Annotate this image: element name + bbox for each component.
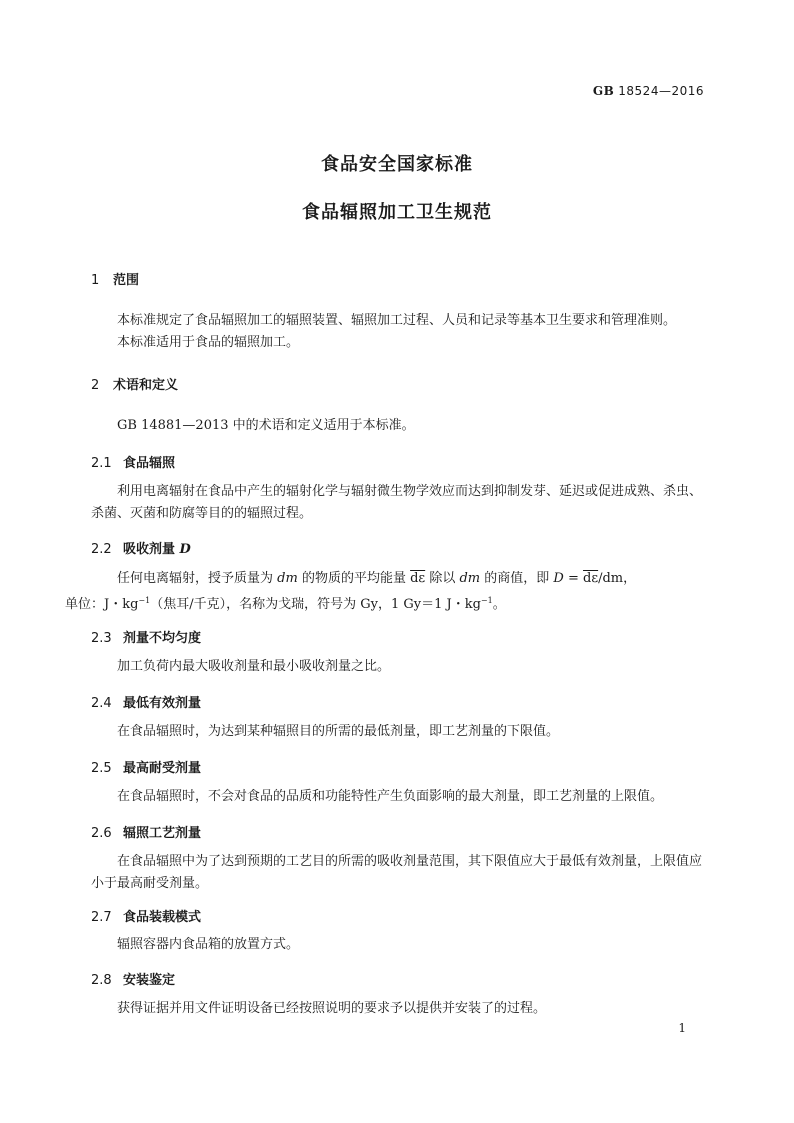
subsection-number: 2.7 <box>91 910 112 925</box>
subsection-title: 最低有效剂量 <box>123 696 202 711</box>
mass-symbol: dm <box>277 571 298 586</box>
subsection-heading-2-8 <box>91 969 175 988</box>
formula-lhs: D <box>553 571 564 586</box>
standard-number: 18524—2016 <box>618 84 704 98</box>
section-heading-1 <box>91 269 139 288</box>
def-text: 。 <box>492 597 506 612</box>
document-title-line1: 食品安全国家标准 <box>321 154 473 175</box>
subsection-title: 剂量不均匀度 <box>123 631 202 646</box>
subsection-number: 2.6 <box>91 826 112 841</box>
def-text: 单位：J・kg <box>65 597 139 612</box>
def-text: （焦耳/千克），名称为戈瑞，符号为 Gy，1 Gy＝1 J・kg <box>150 597 481 612</box>
subsection-heading-2-1 <box>91 452 175 471</box>
subsection-number: 2.1 <box>91 456 112 471</box>
definition-2-1: 利用电离辐射在食品中产生的辐射化学与辐射微生物学效应而达到抑制发芽、延迟或促进成熟、杀虫、杀菌、灭菌和防腐等目的的辐照过程。 <box>91 484 703 521</box>
section-title: 范围 <box>113 273 140 288</box>
standard-code <box>593 84 704 98</box>
subsection-heading-2-3 <box>91 627 201 646</box>
subsection-heading-2-7 <box>91 906 201 925</box>
subsection-number: 2.3 <box>91 631 112 646</box>
section-heading-2 <box>91 374 178 393</box>
exponent: −1 <box>480 596 493 605</box>
subsection-title: 最高耐受剂量 <box>123 761 202 776</box>
subsection-heading-2-4 <box>91 692 201 711</box>
subsection-heading-2-2 <box>91 538 191 557</box>
subsection-title: 食品辐照 <box>123 456 176 471</box>
definition-2-7: 辐照容器内食品箱的放置方式。 <box>117 937 300 952</box>
formula-rhs: /dm， <box>598 571 637 586</box>
standard-prefix: GB <box>592 84 615 98</box>
def-text: 除以 <box>429 571 456 586</box>
exponent: −1 <box>138 596 151 605</box>
definition-2-6: 在食品辐照中为了达到预期的工艺目的所需的吸收剂量范围，其下限值应大于最低有效剂量，上限值应小于最高耐受剂量。 <box>91 854 703 891</box>
sec1-paragraph-1: 本标准规定了食品辐照加工的辐照装置、辐照加工过程、人员和记录等基本卫生要求和管理准则。 <box>117 313 677 328</box>
subsection-title: 吸收剂量 <box>123 542 176 557</box>
subsection-number: 2.8 <box>91 973 112 988</box>
subsection-title: 食品装载模式 <box>123 910 202 925</box>
subsection-heading-2-6 <box>91 822 201 841</box>
mean-energy-symbol: $\overline{d\varepsilon}$ <box>583 571 599 586</box>
subsection-number: 2.4 <box>91 696 112 711</box>
page-number: 1 <box>678 1021 686 1035</box>
formula-equals: = <box>568 571 579 586</box>
absorbed-dose-symbol: D <box>179 542 191 557</box>
subsection-number: 2.5 <box>91 761 112 776</box>
definition-2-3: 加工负荷内最大吸收剂量和最小吸收剂量之比。 <box>117 659 391 674</box>
def-text: 的商值，即 <box>484 571 550 586</box>
definition-2-2 <box>65 568 703 616</box>
def-text: 的物质的平均能量 <box>301 571 406 586</box>
subsection-heading-2-5 <box>91 757 201 776</box>
definition-2-4: 在食品辐照时，为达到某种辐照目的所需的最低剂量，即工艺剂量的下限值。 <box>117 724 560 739</box>
sec2-paragraph-1: GB 14881—2013 中的术语和定义适用于本标准。 <box>117 418 415 433</box>
section-number: 2 <box>91 378 100 393</box>
subsection-title: 安装鉴定 <box>123 973 176 988</box>
sec1-paragraph-2: 本标准适用于食品的辐照加工。 <box>117 335 300 350</box>
mean-energy-symbol: $\overline{d\varepsilon}$ <box>410 571 426 586</box>
section-title: 术语和定义 <box>113 378 179 393</box>
subsection-title: 辐照工艺剂量 <box>123 826 202 841</box>
definition-2-5: 在食品辐照时，不会对食品的品质和功能特性产生负面影响的最大剂量，即工艺剂量的上限值。 <box>117 789 664 804</box>
def-text: 任何电离辐射，授予质量为 <box>117 571 274 586</box>
subsection-number: 2.2 <box>91 542 112 557</box>
section-number: 1 <box>91 273 100 288</box>
document-title-line2: 食品辐照加工卫生规范 <box>302 202 492 223</box>
definition-2-8: 获得证据并用文件证明设备已经按照说明的要求予以提供并安装了的过程。 <box>117 1001 547 1016</box>
mass-symbol: dm <box>459 571 481 586</box>
